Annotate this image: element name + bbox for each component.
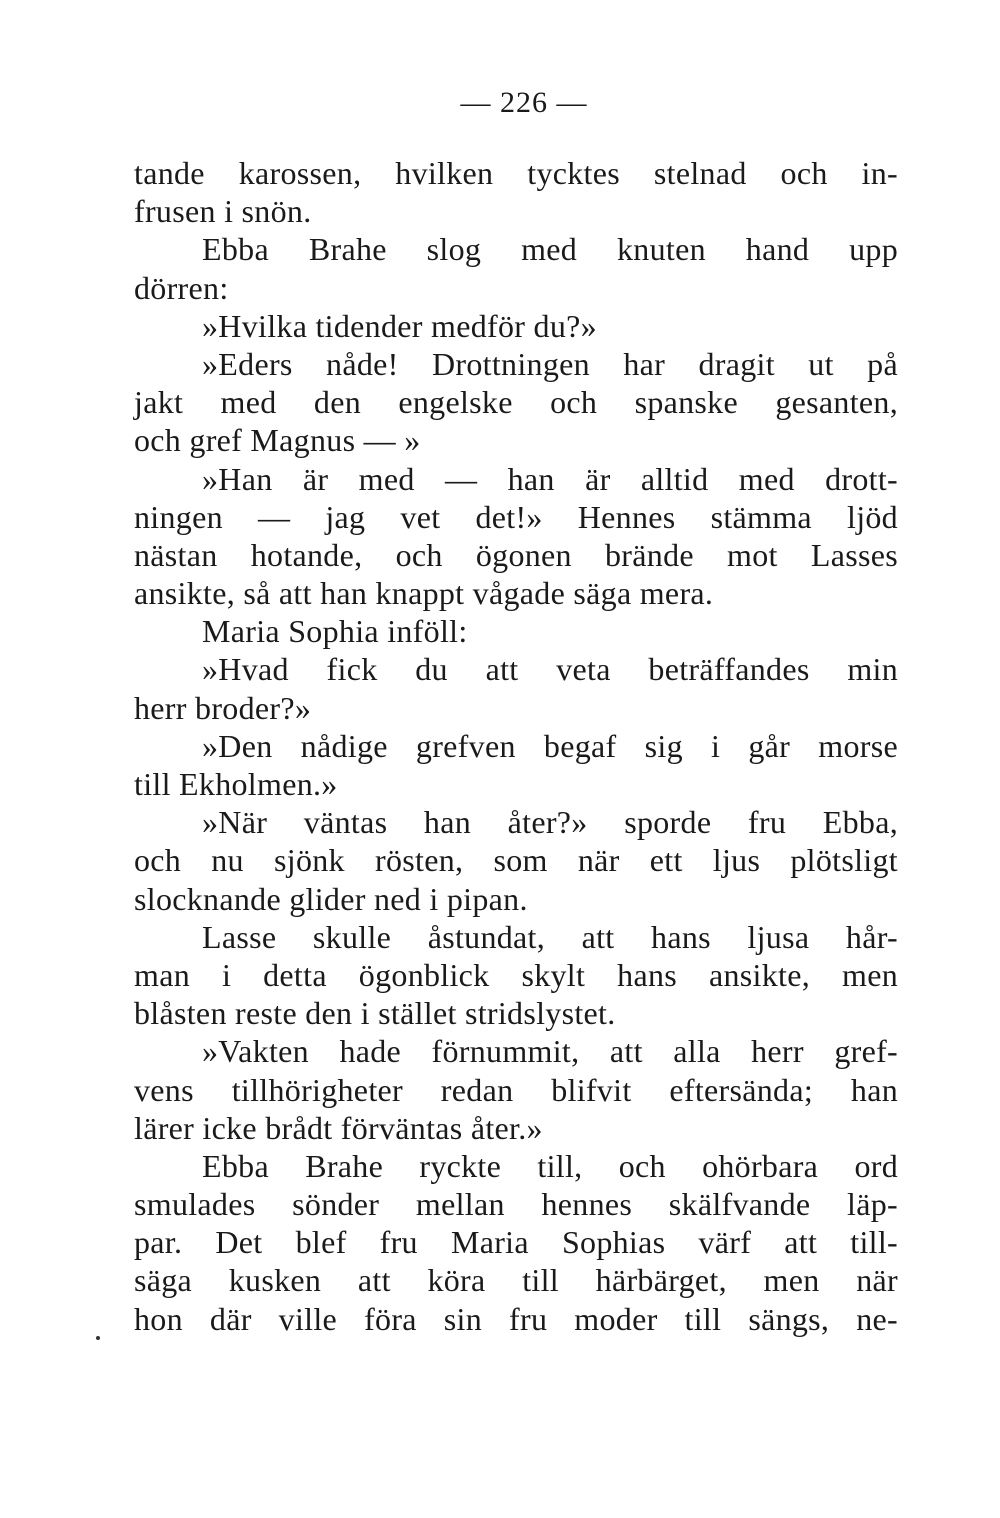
text-line: tande karossen, hvilken tycktes stelnad och in-	[134, 155, 898, 191]
text-line: Maria Sophia inföll:	[202, 613, 468, 650]
text-line: till Ekholmen.»	[134, 766, 338, 802]
text-line: Lasse skulle åstundat, att hans ljusa hår-	[202, 918, 898, 955]
text-line: herr broder?»	[134, 689, 312, 726]
text-line: »Vakten hade förnummit, att alla herr gref-	[202, 1033, 898, 1070]
text-line: smulades sönder mellan hennes skälfvande läp-	[134, 1186, 898, 1223]
text-line: man i detta ögonblick skylt hans ansikte, men	[134, 956, 898, 993]
page-number: — 226 —	[460, 86, 588, 119]
text-line: lärer icke brådt förväntas åter.»	[134, 1109, 543, 1146]
text-line: ansikte, så att han knappt vågade säga mera.	[134, 575, 714, 612]
text-line: nästan hotande, och ögonen brände mot Lasses	[134, 536, 898, 573]
print-speck	[96, 1336, 100, 1340]
text-line: dörren:	[134, 269, 229, 306]
text-line: par. Det blef fru Maria Sophias värf att till-	[134, 1224, 898, 1261]
text-line: »Den nådige grefven begaf sig i går morse	[202, 727, 898, 764]
text-line: »Eders nåde! Drottningen har dragit ut på	[202, 345, 898, 382]
body-text	[134, 154, 898, 1338]
text-line: slocknande glider ned i pipan.	[134, 880, 528, 917]
text-line: vens tillhörigheter redan blifvit eftersända; han	[134, 1071, 898, 1108]
text-line: »När väntas han åter?» sporde fru Ebba,	[202, 804, 898, 841]
text-line: »Hvad fick du att veta beträffandes min	[202, 651, 898, 688]
text-line: ningen — jag vet det!» Hennes stämma ljöd	[134, 498, 898, 535]
text-line: »Hvilka tidender medför du?»	[202, 307, 597, 344]
text-line: säga kusken att köra till härbärget, men när	[134, 1262, 898, 1299]
text-line: och nu sjönk rösten, som när ett ljus plötsligt	[134, 842, 898, 879]
text-line: och gref Magnus — »	[134, 422, 421, 459]
text-line: hon där ville föra sin fru moder till sängs, ne-	[134, 1300, 898, 1337]
text-line: frusen i snön.	[134, 193, 312, 230]
text-line: »Han är med — han är alltid med drott-	[202, 460, 898, 497]
text-line: jakt med den engelske och spanske gesanten,	[134, 384, 898, 421]
text-line: Ebba Brahe slog med knuten hand upp	[202, 231, 898, 268]
text-line: blåsten reste den i stället stridslystet.	[134, 995, 616, 1032]
text-line: Ebba Brahe ryckte till, och ohörbara ord	[202, 1147, 898, 1184]
